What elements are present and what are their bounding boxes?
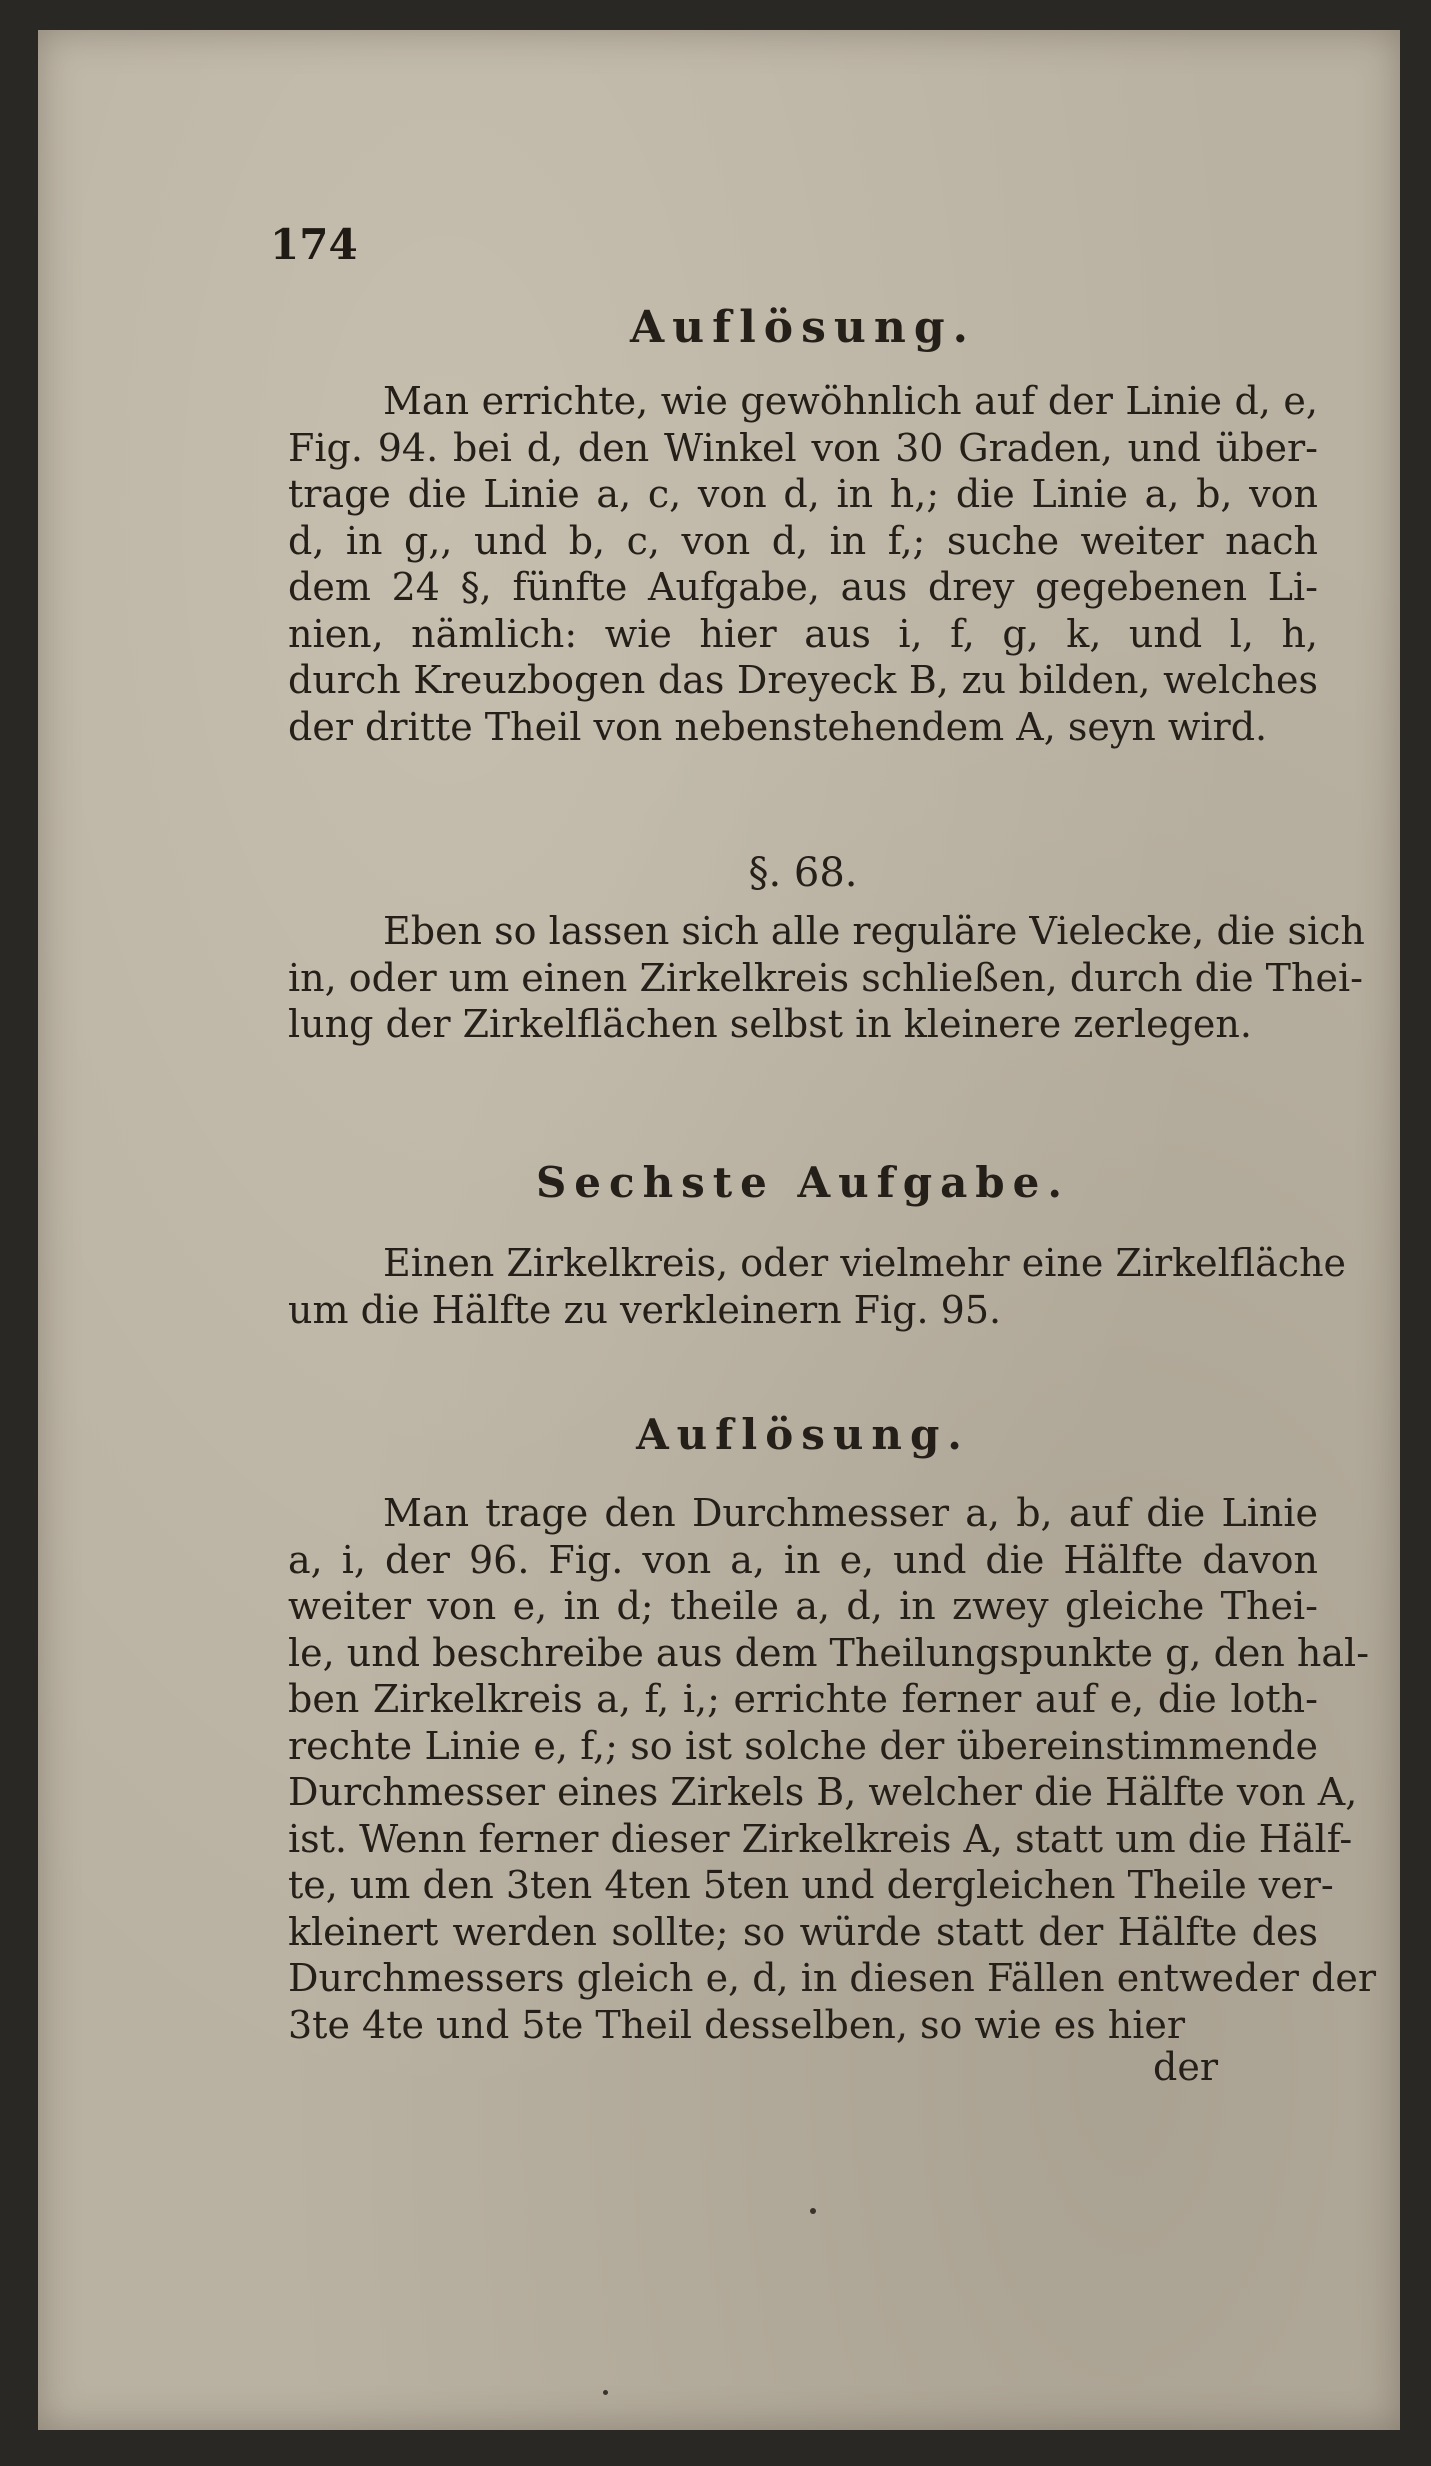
text-line: Durchmessers gleich e, d, in diesen Fällen entweder der [288, 1956, 1376, 2000]
heading-aufloesung-2: Auflösung. [636, 1410, 970, 1459]
heading-sechste-aufgabe: Sechste Aufgabe. [535, 1158, 1071, 1207]
text-line: Man trage den Durchmesser a, b, auf die Linie [383, 1491, 1318, 1535]
heading-aufloesung-1: Auflösung. [630, 302, 976, 353]
text-line: der dritte Theil von nebenstehendem A, seyn wird. [288, 704, 1268, 749]
text-line: d, in g,, und b, c, von d, in f,; suche weiter nach [288, 518, 1318, 563]
page-number: 174 [270, 220, 358, 269]
text-line: ist. Wenn ferner dieser Zirkelkreis A, statt um die Hälf- [288, 1816, 1353, 1861]
text-line: Man errichte, wie gewöhnlich auf der Linie d, e, [383, 379, 1318, 423]
text-line: Eben so lassen sich alle reguläre Vielecke, die sich [383, 909, 1365, 953]
text-line: nien, nämlich: wie hier aus i, f, g, k, und l, h, [288, 611, 1318, 656]
text-line: um die Hälfte zu verkleinern Fig. 95. [288, 1287, 1002, 1332]
page-edge-right [1400, 0, 1431, 2466]
book-page [38, 30, 1400, 2430]
catchword: der [1153, 2045, 1218, 2089]
text-line: 3te 4te und 5te Theil desselben, so wie es hier [288, 2002, 1186, 2047]
page-edge-bottom [0, 2430, 1431, 2466]
text-line: Fig. 94. bei d, den Winkel von 30 Graden, und über- [288, 425, 1318, 470]
task-statement [288, 1240, 1347, 1333]
ink-speck [810, 2208, 816, 2214]
paragraph-1 [288, 378, 1318, 750]
text-line: ben Zirkelkreis a, f, i,; errichte ferner auf e, die loth- [288, 1677, 1318, 1721]
text-line: Durchmesser eines Zirkels B, welcher die Hälfte von A, [288, 1770, 1358, 1814]
text-line: lung der Zirkelflächen selbst in kleinere zerlegen. [288, 1002, 1252, 1046]
paragraph-3 [288, 1490, 1376, 2048]
text-line: rechte Linie e, f,; so ist solche der übereinstimmende [288, 1723, 1318, 1768]
text-line: dem 24 §, fünfte Aufgabe, aus drey gegebenen Li- [288, 565, 1318, 609]
text-line: te, um den 3ten 4ten 5ten und dergleichen Theile ver- [288, 1863, 1334, 1907]
section-number: §. 68. [748, 850, 858, 896]
ink-speck [603, 2390, 608, 2395]
text-line: weiter von e, in d; theile a, d, in zwey gleiche Thei- [288, 1584, 1318, 1628]
text-line: le, und beschreibe aus dem Theilungspunkte g, den hal- [288, 1630, 1370, 1675]
text-line: in, oder um einen Zirkelkreis schließen, durch die Thei- [288, 955, 1363, 1000]
text-line: durch Kreuzbogen das Dreyeck B, zu bilden, welches [288, 658, 1318, 702]
text-line: Einen Zirkelkreis, oder vielmehr eine Zirkelfläche [383, 1241, 1347, 1285]
text-line: kleinert werden sollte; so würde statt der Hälfte des [288, 1909, 1318, 1954]
text-line: trage die Linie a, c, von d, in h,; die Linie a, b, von [288, 472, 1318, 516]
paragraph-2 [288, 908, 1365, 1048]
text-line: a, i, der 96. Fig. von a, in e, und die Hälfte davon [288, 1537, 1318, 1582]
